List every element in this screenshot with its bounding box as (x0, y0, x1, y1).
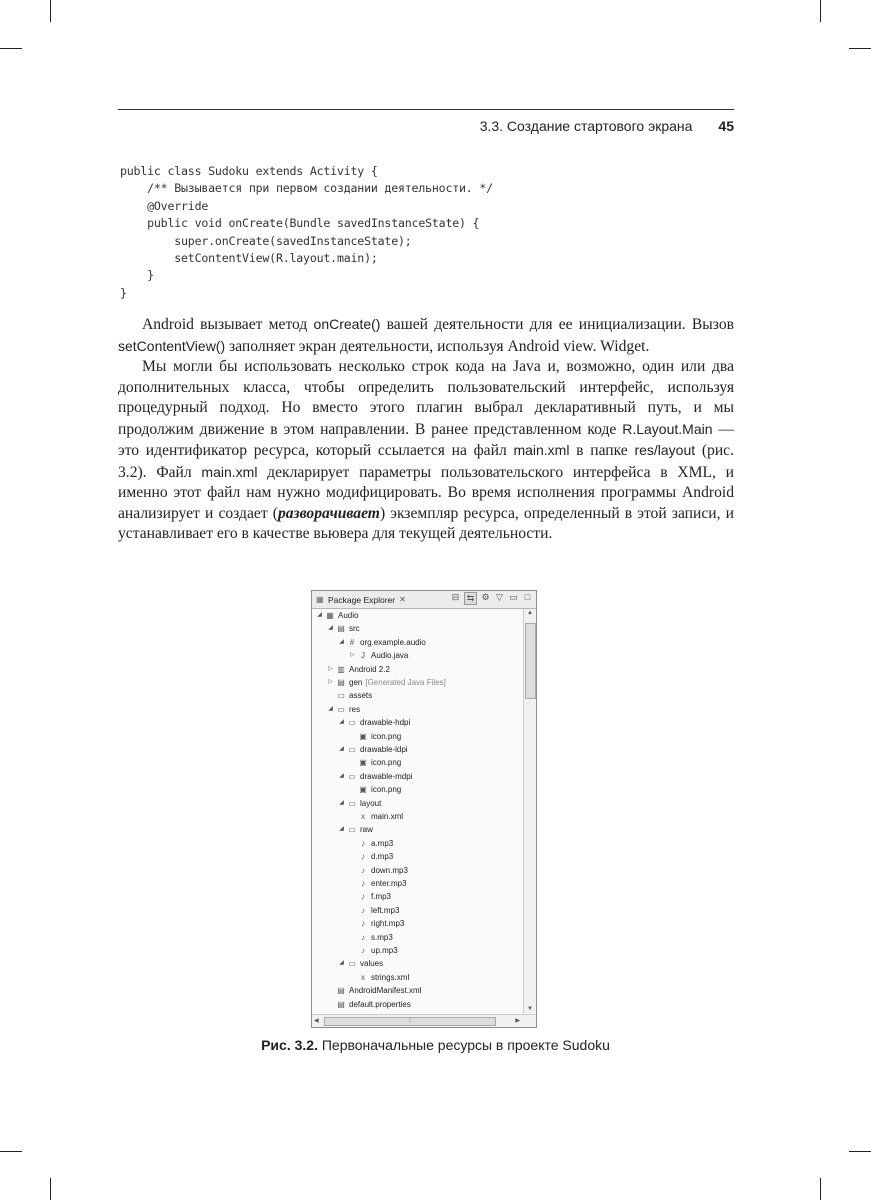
tree-item[interactable] (337, 743, 408, 756)
horizontal-scrollbar[interactable] (312, 1014, 536, 1027)
tree-item-label: assets (349, 691, 373, 701)
library-icon: ▥ (337, 664, 345, 674)
tree-item-label: up.mp3 (371, 946, 398, 955)
collapse-arrow-icon[interactable]: ◢ (339, 746, 344, 752)
text-run: декларирует параметры пользовательского интерфейса в XML, и именно этот файл нам нужно модифицировать. Во время исполнения программы Android анализирует и создает ( (118, 463, 734, 522)
scroll-right-icon[interactable]: ▶ (515, 1018, 520, 1024)
package-explorer-figure (311, 590, 537, 1028)
tree-item[interactable] (337, 957, 383, 970)
text-run: вашей деятельности для ее инициализации. Вызов (380, 316, 734, 333)
tree-item[interactable] (315, 609, 358, 622)
tree-item[interactable] (348, 890, 391, 903)
tree-item[interactable] (348, 877, 407, 890)
manifest-file-icon: ▤ (337, 986, 345, 996)
tree-item-label: Android 2.2 (349, 664, 390, 674)
explorer-tab-bar (312, 591, 536, 609)
tree-item[interactable] (348, 756, 401, 769)
tree-item-label: strings.xml (371, 972, 410, 982)
tree-item-label: Audio (338, 611, 359, 620)
minimize-icon[interactable]: ▭ (509, 592, 518, 602)
tree-item[interactable] (348, 730, 401, 743)
vertical-scrollbar[interactable] (523, 609, 536, 1013)
tree-item-label: main.xml (371, 812, 404, 821)
project-tree (312, 609, 522, 1013)
expand-arrow-icon[interactable]: ▷ (350, 652, 355, 659)
inline-code: onCreate() (313, 316, 381, 332)
folder-icon: ▭ (348, 959, 356, 969)
code-line: } (120, 268, 154, 283)
tree-item[interactable] (326, 676, 446, 689)
link-with-editor-icon[interactable]: ⇆ (464, 592, 477, 605)
properties-file-icon: ▤ (337, 999, 345, 1009)
tree-item[interactable] (348, 837, 393, 850)
tree-item[interactable] (337, 716, 410, 729)
tree-item[interactable] (348, 904, 399, 917)
crop-mark (0, 48, 22, 49)
crop-mark (0, 1151, 22, 1152)
tree-item[interactable] (337, 636, 426, 649)
collapse-arrow-icon[interactable]: ◢ (339, 799, 344, 806)
crop-mark (50, 0, 51, 22)
folder-icon: ▭ (337, 691, 345, 701)
folder-icon: ▭ (348, 745, 356, 754)
tree-item[interactable] (348, 931, 393, 944)
image-file-icon: ▣ (359, 731, 367, 741)
caption-label: Рис. 3.2. (261, 1037, 318, 1053)
collapse-arrow-icon[interactable]: ◢ (339, 772, 344, 779)
code-line: public void onCreate(Bundle savedInstanceState) { (120, 216, 480, 231)
view-menu-icon[interactable]: ▽ (496, 592, 503, 602)
folder-icon: ▭ (348, 718, 356, 728)
collapse-arrow-icon[interactable]: ◢ (339, 826, 344, 833)
folder-icon: ▭ (337, 704, 345, 714)
close-icon[interactable]: ✕ (399, 595, 406, 604)
code-line: } (120, 285, 127, 300)
tree-item-label: default.properties (349, 999, 411, 1009)
tree-item-label: d.mp3 (371, 852, 394, 862)
paragraph (118, 357, 734, 545)
audio-file-icon: ♪ (361, 852, 365, 862)
tree-item-label: drawable-mdpi (360, 771, 413, 781)
inline-code: main.xml (201, 463, 258, 480)
java-file-icon: J (361, 651, 365, 661)
audio-file-icon: ♪ (361, 879, 365, 888)
caption-text: Первоначальные ресурсы в проекте Sudoku (317, 1037, 610, 1053)
audio-file-icon: ♪ (361, 892, 365, 902)
tree-item[interactable] (326, 663, 390, 676)
crop-mark (849, 1151, 871, 1152)
tree-item-label: enter.mp3 (371, 879, 407, 888)
tree-item[interactable] (337, 770, 412, 783)
audio-file-icon: ♪ (361, 865, 365, 875)
tree-item-label: right.mp3 (371, 919, 405, 929)
code-listing (120, 163, 493, 302)
crop-mark (849, 48, 871, 49)
tree-item-label: f.mp3 (371, 892, 392, 902)
image-file-icon: ▣ (359, 785, 367, 795)
scroll-thumb[interactable]: ⁞ (324, 1017, 496, 1026)
collapse-all-icon[interactable]: ⊟ (451, 592, 460, 602)
collapse-arrow-icon[interactable]: ◢ (328, 625, 333, 632)
tree-item-label: raw (360, 825, 373, 835)
tree-item[interactable] (348, 944, 398, 957)
collapse-arrow-icon[interactable]: ◢ (328, 705, 333, 712)
source-folder-icon: ▤ (337, 678, 345, 687)
audio-file-icon: ♪ (361, 838, 365, 848)
tree-item-note: [Generated Java Files] (365, 678, 446, 687)
explorer-toolbar (450, 592, 533, 605)
tree-item-label: down.mp3 (371, 865, 408, 875)
text-run: в папке (569, 442, 635, 459)
crop-mark (820, 1178, 821, 1200)
tree-item[interactable] (348, 783, 401, 796)
tree-item[interactable] (326, 998, 411, 1011)
audio-file-icon: ♪ (361, 905, 365, 915)
package-explorer-icon: ▦ (316, 595, 324, 604)
tree-item[interactable] (337, 797, 381, 810)
tree-item-label: AndroidManifest.xml (349, 986, 422, 996)
tree-item-label: drawable-ldpi (360, 745, 408, 754)
text-run: ) экземпляр ресурса, определенный в этой записи, и устанавливает его в качестве вьювера для текущей деятельности. (118, 504, 735, 542)
inline-code: R.Layout.Main (622, 420, 713, 437)
figure-caption (0, 1037, 871, 1053)
tree-item-label: icon.png (371, 758, 402, 768)
scroll-up-icon[interactable]: ▲ (527, 610, 533, 616)
running-header (118, 109, 734, 134)
code-line: super.onCreate(savedInstanceState); (120, 233, 412, 248)
tree-item[interactable] (348, 971, 409, 984)
inline-code: main.xml (513, 442, 570, 458)
scroll-left-icon[interactable]: ◀ (314, 1018, 319, 1024)
body-text (118, 314, 734, 545)
project-icon: ▦ (326, 611, 334, 620)
tree-item[interactable] (348, 850, 393, 863)
tree-item-label: a.mp3 (371, 838, 394, 848)
audio-file-icon: ♪ (361, 919, 365, 929)
folder-icon: ▭ (348, 771, 356, 781)
collapse-arrow-icon[interactable]: ◢ (317, 612, 322, 618)
tree-item[interactable] (326, 984, 421, 997)
code-line: @Override (120, 198, 209, 213)
audio-file-icon: ♪ (361, 946, 365, 955)
text-run: Android вызывает метод (142, 316, 314, 333)
tree-item[interactable] (326, 622, 360, 635)
tree-item-label: values (360, 959, 384, 969)
crop-mark (820, 0, 821, 22)
page-number: 45 (718, 118, 734, 134)
tree-item[interactable] (326, 689, 372, 702)
source-folder-icon: ▤ (337, 624, 345, 634)
tree-item-label: res (349, 704, 361, 714)
inline-code: setContentView() (118, 337, 226, 354)
collapse-arrow-icon[interactable]: ◢ (339, 638, 344, 645)
tree-item-label: org.example.audio (360, 637, 426, 647)
inline-code: res/layout (634, 442, 696, 458)
crop-mark (50, 1178, 51, 1200)
folder-icon: ▭ (348, 798, 356, 808)
maximize-icon[interactable]: □ (524, 592, 531, 602)
tree-item[interactable] (348, 649, 408, 662)
xml-file-icon: x (361, 972, 365, 982)
text-run: (рис. 3.2). Файл (118, 442, 734, 481)
section-title: 3.3. Создание стартового экрана (479, 118, 693, 134)
tree-item-label: drawable-hdpi (360, 718, 411, 728)
tree-item[interactable] (348, 810, 403, 823)
audio-file-icon: ♪ (361, 932, 365, 942)
tree-item[interactable] (348, 864, 408, 877)
tree-item-label: icon.png (371, 785, 402, 795)
text-run: заполняет экран деятельности, используя Android view. Widget. (225, 337, 650, 355)
scroll-down-icon[interactable]: ▼ (527, 1006, 533, 1012)
expand-arrow-icon[interactable]: ▷ (328, 679, 333, 685)
xml-file-icon: x (361, 812, 365, 821)
tree-item[interactable] (337, 823, 373, 836)
text-run: Мы могли бы использовать несколько строк кода на Java и, возможно, один или два дополнительных класса, чтобы определить пользовательский интерфейс, используя процедурный подход. Но вместо этого плагин выбрал декларативный путь, и мы продолжим движение в этом направлении. В ранее представленном коде (118, 358, 734, 438)
image-file-icon: ▣ (359, 758, 367, 768)
code-line: public class Sudoku extends Activity { (120, 164, 378, 178)
tree-item-label: gen (349, 678, 363, 687)
code-line: /** Вызывается при первом создании деятельности. */ (120, 181, 493, 196)
tree-item[interactable] (326, 703, 360, 716)
text-run: — это идентификатор ресурса, который ссылается на файл (118, 420, 734, 459)
collapse-arrow-icon[interactable]: ◢ (339, 719, 344, 726)
scroll-thumb[interactable] (525, 623, 536, 699)
collapse-arrow-icon[interactable]: ◢ (339, 960, 344, 967)
tree-item-label: src (349, 624, 360, 634)
tree-item-label: layout (360, 798, 382, 808)
tree-item-label: s.mp3 (371, 932, 393, 942)
package-icon: # (349, 637, 355, 647)
code-line: setContentView(R.layout.main); (120, 251, 378, 266)
tree-item-label: Audio.java (371, 651, 409, 661)
emphasis: разворачивает (277, 504, 380, 522)
tree-item-label: icon.png (371, 731, 402, 741)
folder-icon: ▭ (348, 825, 356, 835)
expand-arrow-icon[interactable]: ▷ (328, 665, 333, 672)
tree-item-label: left.mp3 (371, 905, 400, 915)
view-menu-settings-icon[interactable]: ⚙ (481, 592, 490, 602)
explorer-tab-label[interactable]: Package Explorer (328, 594, 396, 605)
tree-item[interactable] (348, 917, 404, 930)
paragraph (118, 314, 734, 357)
